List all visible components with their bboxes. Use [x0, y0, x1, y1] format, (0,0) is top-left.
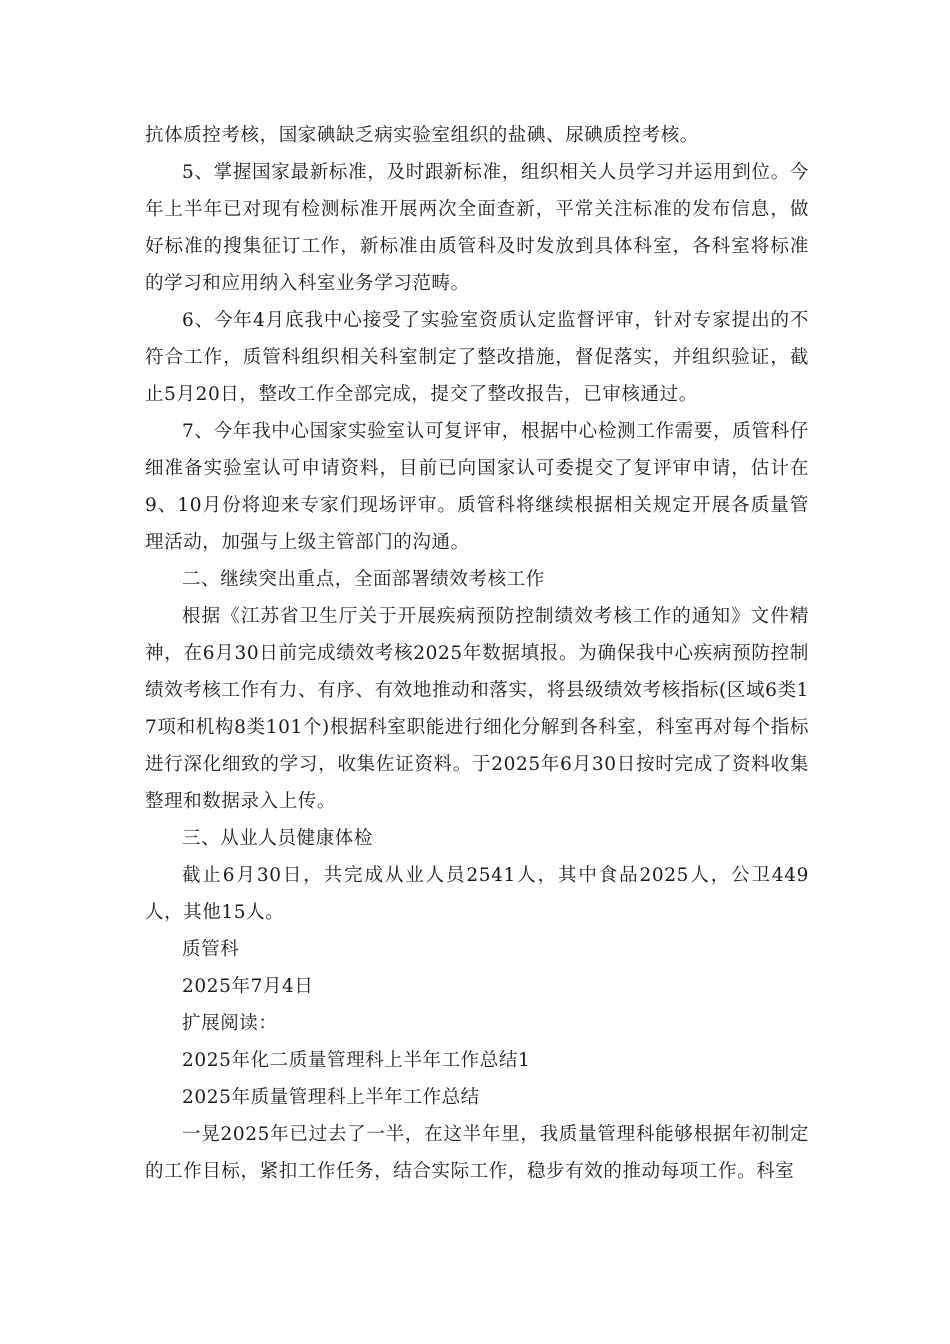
paragraph-summary-intro: 一晃2025年已过去了一半，在这半年里，我质量管理科能够根据年初制定的工作目标，紧扣工作任务，结合实际工作，稳步有效的推动每项工作。科室	[145, 1124, 809, 1182]
section-heading-3: 三、从业人员健康体检	[182, 828, 374, 849]
signature-date: 2025年7月4日	[182, 976, 314, 997]
paragraph-performance: 根据《江苏省卫生厅关于开展疾病预防控制绩效考核工作的通知》文件精神，在6月30日前完成绩效考核2025年数据填报。为确保我中心疾病预防控制绩效考核工作有力、有序、有效地推动和落实，将县级绩效考核指标(区域6类17项和机构8类101个)根据科室职能进行细化分解到各科室，科室再对每个指标进行深化细致的学习，收集佐证资料。于2025年6月30日按时完成了资料收集整理和数据录入上传。	[145, 606, 809, 812]
paragraph-item-7: 7、今年我中心国家实验室认可复评审，根据中心检测工作需要，质管科仔细准备实验室认可申请资料，目前已向国家认可委提交了复评审申请，估计在9、10月份将迎来专家们现场评审。质管科将继续根据相关规定开展各质量管理活动，加强与上级主管部门的沟通。	[145, 421, 809, 553]
signature-department: 质管科	[182, 939, 240, 960]
paragraph-health-check: 截止6月30日，共完成从业人员2541人，其中食品2025人，公卫449人，其他15人。	[145, 865, 809, 923]
extended-reading-label: 扩展阅读：	[182, 1013, 278, 1034]
section-heading-2: 二、继续突出重点，全面部署绩效考核工作	[182, 569, 545, 590]
extended-reading-title-1: 2025年化二质量管理科上半年工作总结1	[182, 1050, 531, 1071]
paragraph-item-5: 5、掌握国家最新标准，及时跟新标准，组织相关人员学习并运用到位。今年上半年已对现有检测标准开展两次全面查新，平常关注标准的发布信息，做好标准的搜集征订工作，新标准由质管科及时发放到具体科室，各科室将标准的学习和应用纳入科室业务学习范畴。	[145, 162, 809, 294]
document-body	[145, 117, 809, 1190]
paragraph-continuation: 抗体质控考核，国家碘缺乏病实验室组织的盐碘、尿碘质控考核。	[145, 125, 699, 146]
extended-reading-title-2: 2025年质量管理科上半年工作总结	[182, 1087, 480, 1108]
paragraph-item-6: 6、今年4月底我中心接受了实验室资质认定监督评审，针对专家提出的不符合工作，质管科组织相关科室制定了整改措施，督促落实，并组织验证，截止5月20日，整改工作全部完成，提交了整改报告，已审核通过。	[145, 310, 809, 405]
